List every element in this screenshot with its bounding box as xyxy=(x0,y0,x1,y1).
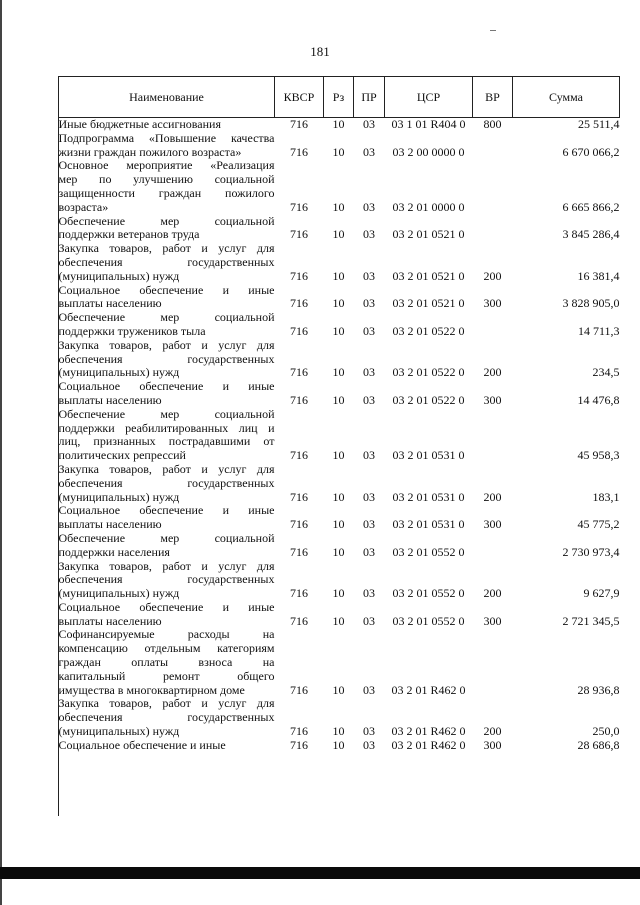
row-sum: 14 476,8 xyxy=(577,392,620,407)
table-row xyxy=(59,739,620,753)
header-csr: ЦСР xyxy=(385,77,473,118)
row-sum: 6 665 866,2 xyxy=(562,199,620,214)
row-name-line: Социальное обеспечение и иные xyxy=(58,599,275,614)
row-pr: 03 xyxy=(363,268,375,283)
row-pr: 03 xyxy=(363,199,375,214)
row-kvsr: 716 xyxy=(290,613,308,628)
row-vr xyxy=(473,132,513,160)
row-csr: 03 2 01 0552 0 xyxy=(392,586,465,601)
row-name-line: поддержки тружеников тыла xyxy=(58,323,206,338)
row-name-line: (муниципальных) нужд xyxy=(58,268,180,283)
row-sum: 6 670 066,2 xyxy=(562,144,620,159)
row-name xyxy=(59,215,275,243)
row-kvsr: 716 xyxy=(290,682,308,697)
row-csr: 03 2 01 0531 0 xyxy=(392,517,465,532)
row-rz: 10 xyxy=(332,392,345,407)
row-name-line: лиц, признанных пострадавшими от xyxy=(58,434,275,449)
row-pr: 03 xyxy=(363,323,375,338)
row-csr: 03 2 01 0552 0 xyxy=(392,613,465,628)
row-kvsr: 716 xyxy=(290,323,308,338)
row-kvsr: 716 xyxy=(290,586,308,601)
row-kvsr: 716 xyxy=(290,296,308,311)
row-sum: 28 686,8 xyxy=(577,737,620,752)
row-sum: 183,1 xyxy=(592,489,620,504)
row-vr xyxy=(473,408,513,463)
row-kvsr: 716 xyxy=(290,517,308,532)
row-csr: 03 2 01 R462 0 xyxy=(391,737,466,752)
table-header-row xyxy=(59,77,620,118)
table-row xyxy=(59,159,620,214)
row-sum: 234,5 xyxy=(592,365,620,380)
row-csr: 03 2 01 0552 0 xyxy=(392,544,465,559)
row-name-line: компенсацию отдельным категориям xyxy=(58,641,275,656)
row-name-line: (муниципальных) нужд xyxy=(58,489,180,504)
table-row xyxy=(59,311,620,339)
table-row xyxy=(59,532,620,560)
row-rz: 10 xyxy=(332,199,345,214)
header-pr: ПР xyxy=(354,77,385,118)
row-name-line: Социальное обеспечение и иные xyxy=(58,737,226,752)
row-pr: 03 xyxy=(363,227,375,242)
row-name-line: выплаты населению xyxy=(58,392,162,407)
row-rz: 10 xyxy=(332,544,345,559)
row-vr: 300 xyxy=(483,613,502,628)
row-name xyxy=(59,132,275,160)
table-row xyxy=(59,380,620,408)
row-rz: 10 xyxy=(332,737,345,752)
row-sum: 2 730 973,4 xyxy=(562,544,620,559)
row-csr: 03 2 01 0522 0 xyxy=(392,392,465,407)
row-name-line: обеспечения государственных xyxy=(58,710,275,725)
row-csr: 03 2 00 0000 0 xyxy=(392,144,465,159)
table-row xyxy=(59,628,620,697)
row-sum: 45 775,2 xyxy=(577,517,620,532)
row-kvsr: 716 xyxy=(290,199,308,214)
row-name-line: Обеспечение мер социальной xyxy=(58,310,275,325)
row-name xyxy=(59,532,275,560)
row-name-line: обеспечения государственных xyxy=(58,572,275,587)
row-rz: 10 xyxy=(332,365,345,380)
row-sum: 28 936,8 xyxy=(577,682,620,697)
row-csr: 03 2 01 0521 0 xyxy=(392,268,465,283)
row-sum: 3 828 905,0 xyxy=(562,296,620,311)
row-name-line: граждан оплаты взноса на xyxy=(58,655,275,670)
table-row xyxy=(59,118,620,132)
row-pr: 03 xyxy=(363,517,375,532)
row-vr xyxy=(473,311,513,339)
row-name-line: Основное мероприятие «Реализация xyxy=(58,158,275,173)
row-name-line: (муниципальных) нужд xyxy=(58,724,180,739)
row-name-line: обеспечения государственных xyxy=(58,254,275,269)
row-csr: 03 2 01 0531 0 xyxy=(392,489,465,504)
row-kvsr: 716 xyxy=(290,737,308,752)
row-kvsr: 716 xyxy=(290,489,308,504)
row-kvsr: 716 xyxy=(290,144,308,159)
row-rz: 10 xyxy=(332,613,345,628)
row-name xyxy=(59,601,275,629)
row-name-line: Социальное обеспечение и иные xyxy=(58,379,275,394)
row-kvsr: 716 xyxy=(290,117,308,131)
row-name xyxy=(59,311,275,339)
row-rz: 10 xyxy=(332,682,345,697)
row-name-line: обеспечения государственных xyxy=(58,351,275,366)
row-vr: 200 xyxy=(483,268,502,283)
row-name xyxy=(59,739,275,753)
row-name xyxy=(59,380,275,408)
row-kvsr: 716 xyxy=(290,268,308,283)
table-row xyxy=(59,242,620,283)
row-name-line: жизни граждан пожилого возраста» xyxy=(58,144,242,159)
header-vr: ВР xyxy=(473,77,513,118)
row-rz: 10 xyxy=(332,489,345,504)
row-vr: 200 xyxy=(483,586,502,601)
row-csr: 03 2 01 0521 0 xyxy=(392,296,465,311)
row-kvsr: 716 xyxy=(290,365,308,380)
row-csr: 03 2 01 R462 0 xyxy=(391,682,466,697)
row-name-line: капитальный ремонт общего xyxy=(58,668,275,683)
row-rz: 10 xyxy=(332,586,345,601)
row-name-line: Закупка товаров, работ и услуг для xyxy=(58,696,275,711)
row-pr: 03 xyxy=(363,544,375,559)
row-rz: 10 xyxy=(332,144,345,159)
row-name xyxy=(59,408,275,463)
row-name-line: поддержки населения xyxy=(58,544,170,559)
row-pr: 03 xyxy=(363,724,375,739)
row-name-line: Обеспечение мер социальной xyxy=(58,406,275,421)
row-vr xyxy=(473,159,513,214)
table-row xyxy=(59,284,620,312)
budget-table xyxy=(58,76,620,753)
row-name-line: выплаты населению xyxy=(58,613,162,628)
row-pr: 03 xyxy=(363,117,375,131)
row-pr: 03 xyxy=(363,613,375,628)
header-sum: Сумма xyxy=(513,77,620,118)
table-row xyxy=(59,601,620,629)
row-name-line: возраста» xyxy=(58,199,109,214)
row-name xyxy=(59,159,275,214)
row-sum: 45 958,3 xyxy=(577,448,620,463)
row-name xyxy=(59,504,275,532)
row-name xyxy=(59,697,275,738)
row-vr xyxy=(473,215,513,243)
row-pr: 03 xyxy=(363,144,375,159)
row-vr: 800 xyxy=(483,117,502,131)
row-sum: 250,0 xyxy=(592,724,620,739)
header-rz: Рз xyxy=(324,77,354,118)
row-pr: 03 xyxy=(363,448,375,463)
table-row xyxy=(59,408,620,463)
row-name-line: поддержки ветеранов труда xyxy=(58,227,200,242)
table-row xyxy=(59,560,620,601)
row-pr: 03 xyxy=(363,682,375,697)
row-vr: 300 xyxy=(483,737,502,752)
row-rz: 10 xyxy=(332,296,345,311)
table-body xyxy=(59,118,620,753)
row-csr: 03 2 01 0000 0 xyxy=(392,199,465,214)
table-row xyxy=(59,132,620,160)
row-vr: 200 xyxy=(483,489,502,504)
row-sum: 3 845 286,4 xyxy=(562,227,620,242)
row-sum: 14 711,3 xyxy=(577,323,620,338)
row-vr xyxy=(473,532,513,560)
row-kvsr: 716 xyxy=(290,448,308,463)
row-name-line: Подпрограмма «Повышение качества xyxy=(58,130,275,145)
scan-footer-bar xyxy=(0,867,640,879)
row-name-line: Социальное обеспечение и иные xyxy=(58,282,275,297)
row-name-line: Социальное обеспечение и иные xyxy=(58,503,275,518)
row-name-line: защищенности граждан пожилого xyxy=(58,185,275,200)
row-rz: 10 xyxy=(332,117,345,131)
row-pr: 03 xyxy=(363,296,375,311)
row-sum: 2 721 345,5 xyxy=(562,613,620,628)
row-vr: 300 xyxy=(483,296,502,311)
row-csr: 03 2 01 0522 0 xyxy=(392,365,465,380)
scan-edge xyxy=(0,0,2,905)
row-sum: 25 511,4 xyxy=(577,117,620,131)
row-name xyxy=(59,284,275,312)
row-name-line: выплаты населению xyxy=(58,517,162,532)
row-name-line: имущества в многоквартирном доме xyxy=(58,682,245,697)
row-rz: 10 xyxy=(332,268,345,283)
row-name-line: Иные бюджетные ассигнования xyxy=(58,117,221,131)
row-name xyxy=(59,463,275,504)
row-rz: 10 xyxy=(332,323,345,338)
row-vr: 300 xyxy=(483,392,502,407)
row-kvsr: 716 xyxy=(290,227,308,242)
row-name xyxy=(59,242,275,283)
row-kvsr: 716 xyxy=(290,392,308,407)
row-name-line: (муниципальных) нужд xyxy=(58,365,180,380)
table-row xyxy=(59,215,620,243)
row-name xyxy=(59,628,275,697)
row-name-line: Обеспечение мер социальной xyxy=(58,213,275,228)
row-pr: 03 xyxy=(363,392,375,407)
row-name xyxy=(59,118,275,132)
row-name xyxy=(59,560,275,601)
row-name-line: Закупка товаров, работ и услуг для xyxy=(58,558,275,573)
table-row xyxy=(59,339,620,380)
header-name: Наименование xyxy=(59,77,275,118)
table-row xyxy=(59,463,620,504)
page-number: 181 xyxy=(310,44,330,59)
row-name-line: обеспечения государственных xyxy=(58,475,275,490)
header-kvsr: КВСР xyxy=(275,77,324,118)
row-rz: 10 xyxy=(332,448,345,463)
row-vr: 200 xyxy=(483,365,502,380)
row-vr xyxy=(473,628,513,697)
row-name-line: Обеспечение мер социальной xyxy=(58,530,275,545)
row-pr: 03 xyxy=(363,737,375,752)
row-name-line: выплаты населению xyxy=(58,296,162,311)
row-pr: 03 xyxy=(363,586,375,601)
row-csr: 03 2 01 R462 0 xyxy=(391,724,466,739)
row-csr: 03 2 01 0521 0 xyxy=(392,227,465,242)
row-sum: 16 381,4 xyxy=(577,268,620,283)
row-rz: 10 xyxy=(332,227,345,242)
row-sum: 9 627,9 xyxy=(583,586,620,601)
row-name-line: Закупка товаров, работ и услуг для xyxy=(58,241,275,256)
table-row xyxy=(59,697,620,738)
row-pr: 03 xyxy=(363,489,375,504)
row-name-line: (муниципальных) нужд xyxy=(58,586,180,601)
row-rz: 10 xyxy=(332,724,345,739)
row-csr: 03 2 01 0531 0 xyxy=(392,448,465,463)
row-pr: 03 xyxy=(363,365,375,380)
row-name-line: политических репрессий xyxy=(58,448,186,463)
scan-speck xyxy=(490,30,496,31)
row-name-line: Софинансируемые расходы на xyxy=(58,627,275,642)
table-row xyxy=(59,504,620,532)
row-name-line: Закупка товаров, работ и услуг для xyxy=(58,461,275,476)
row-vr: 200 xyxy=(483,724,502,739)
row-csr: 03 1 01 R404 0 xyxy=(391,117,466,131)
row-kvsr: 716 xyxy=(290,724,308,739)
row-csr: 03 2 01 0522 0 xyxy=(392,323,465,338)
row-vr: 300 xyxy=(483,517,502,532)
row-name-line: поддержки реабилитированных лиц и xyxy=(58,420,275,435)
row-rz: 10 xyxy=(332,517,345,532)
table-left-border xyxy=(58,116,59,816)
row-name-line: Закупка товаров, работ и услуг для xyxy=(58,337,275,352)
row-name-line: мер по улучшению социальной xyxy=(58,172,275,187)
row-name xyxy=(59,339,275,380)
row-kvsr: 716 xyxy=(290,544,308,559)
